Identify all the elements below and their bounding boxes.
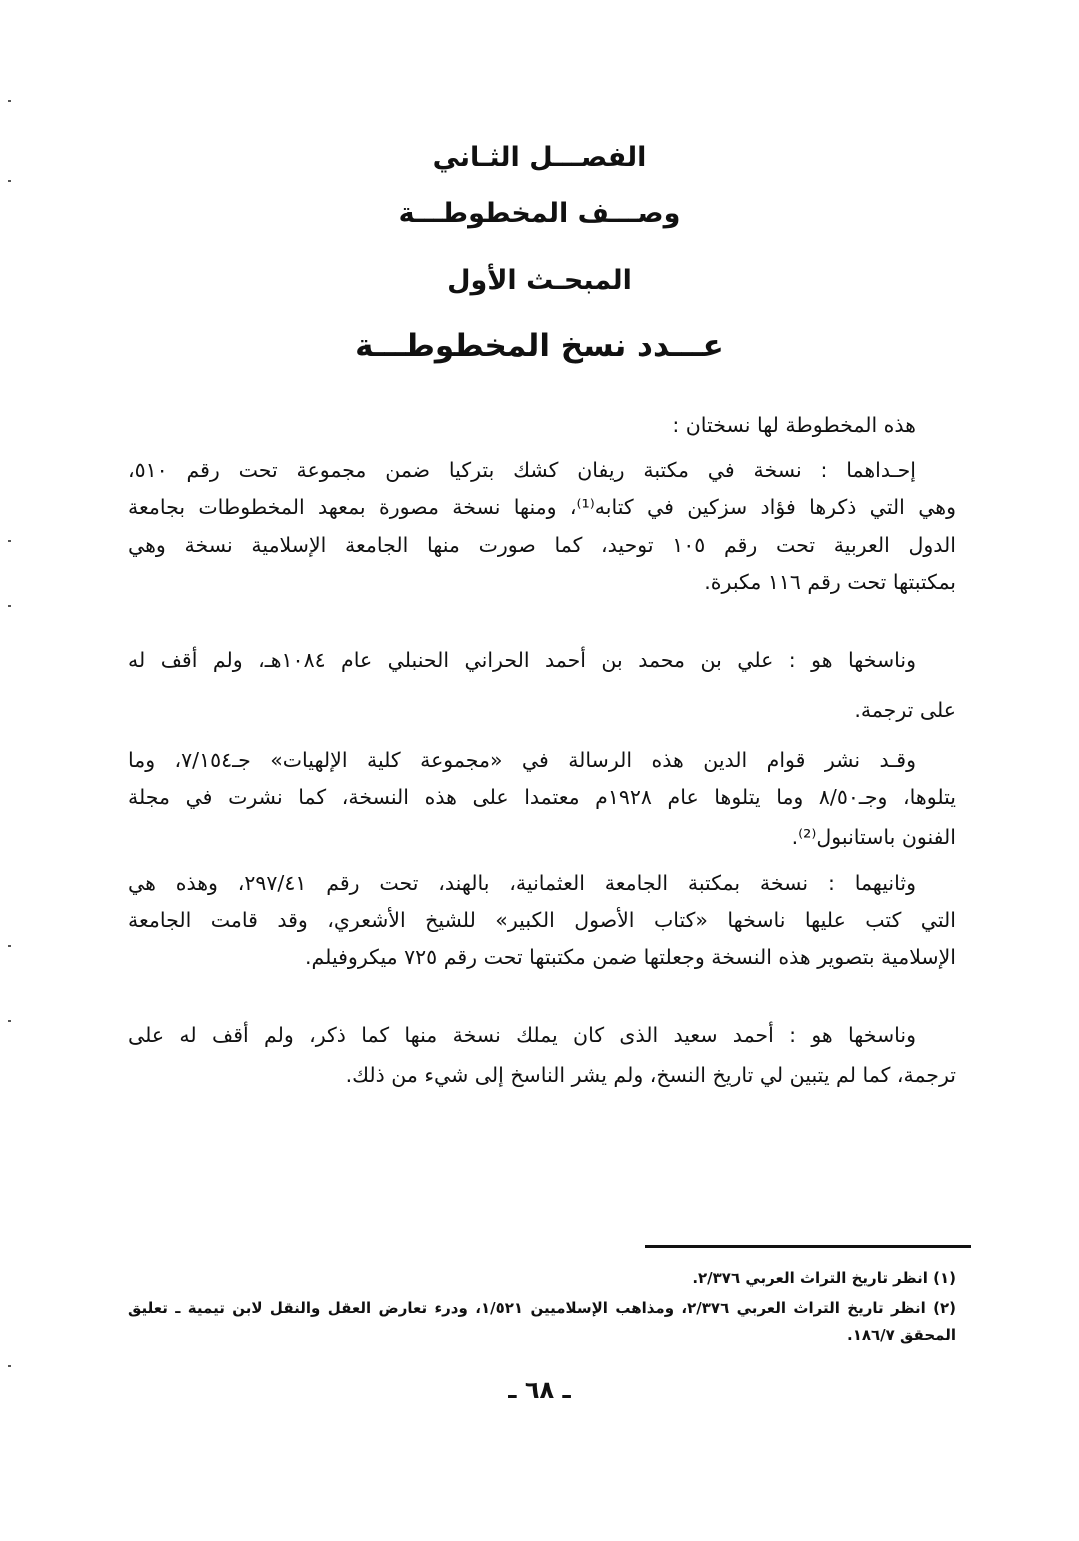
scan-speck xyxy=(8,945,11,947)
scan-speck xyxy=(8,100,11,102)
paragraph-line: الدول العربية تحت رقم ١٠٥ توحيد، كما صورت منها الجامعة الإسلامية نسخة وهي xyxy=(128,533,957,557)
paragraph-line: على ترجمة. xyxy=(854,698,956,722)
footnote: (١) انظر تاريخ التراث العربي ٢/٣٧٦. xyxy=(692,1269,956,1287)
paragraph-line: وناسخها هو : علي بن محمد بن أحمد الحراني الحنبلي عام ١٠٨٤هـ، ولم أقف له xyxy=(128,648,916,672)
paragraph-line: الإسلامية بتصوير هذه النسخة وجعلتها ضمن مكتبتها تحت رقم ٧٢٥ ميكروفيلم. xyxy=(305,945,956,969)
paragraph-line: الفنون باستانبول⁽²⁾. xyxy=(791,825,956,849)
paragraph-line: ترجمة، كما لم يتبين لي تاريخ النسخ، ولم يشر الناسخ إلى شيء من ذلك. xyxy=(345,1063,956,1087)
paragraph-line: يتلوها، وجـ٨/٥٠ وما يتلوها عام ١٩٢٨م معتمدا على هذه النسخة، كما نشرت في مجلة xyxy=(128,785,956,809)
footnote-divider xyxy=(645,1245,971,1248)
footnote: (٢) انظر تاريخ التراث العربي ٢/٣٧٦، ومذاهب الإسلاميين ١/٥٢١، ودرء تعارض العقل والنقل لابن تيمية ـ تعليق xyxy=(128,1299,956,1317)
section-subtitle: عـــدد نسخ المخطوطـــة xyxy=(355,328,724,364)
paragraph-line: بمكتبتها تحت رقم ١١٦ مكبرة. xyxy=(704,570,956,594)
scan-speck xyxy=(8,1020,11,1022)
paragraph-line: وهي التي ذكرها فؤاد سزكين في كتابه⁽¹⁾، ومنها نسخة مصورة بمعهد المخطوطات بجامعة xyxy=(128,495,956,519)
paragraph-line: وثانيهما : نسخة بمكتبة الجامعة العثمانية، بالهند، تحت رقم ٢٩٧/٤١، وهذه هي xyxy=(128,871,916,895)
paragraph-line: هذه المخطوطة لها نسختان : xyxy=(672,413,916,437)
page-number: ـ ٦٨ ـ xyxy=(508,1376,571,1404)
chapter-subtitle: وصـــف المخطوطـــة xyxy=(398,198,681,229)
chapter-title: الفصـــل الثـاني xyxy=(432,142,647,173)
paragraph-line: إحـداهما : نسخة في مكتبة ريفان كشك بتركيا ضمن مجموعة تحت رقم ٥١٠، xyxy=(128,458,916,482)
paragraph-line: وناسخها هو : أحمد سعيد الذى كان يملك نسخة منها كما ذكر، ولم أقف له على xyxy=(128,1023,916,1047)
scan-speck xyxy=(8,540,11,542)
scan-speck xyxy=(8,180,11,182)
scan-speck xyxy=(8,1365,11,1367)
paragraph-line: وقـد نشر قوام الدين هذه الرسالة في «مجموعة كلية الإلهيات» جـ٧/١٥٤، وما xyxy=(128,748,916,772)
scan-speck xyxy=(8,605,11,607)
footnote: المحقق ١٨٦/٧. xyxy=(847,1326,956,1344)
paragraph-line: التي كتب عليها ناسخها «كتاب الأصول الكبير» للشيخ الأشعري، وقد قامت الجامعة xyxy=(128,908,956,932)
section-title: المبحـث الأول xyxy=(447,265,632,296)
